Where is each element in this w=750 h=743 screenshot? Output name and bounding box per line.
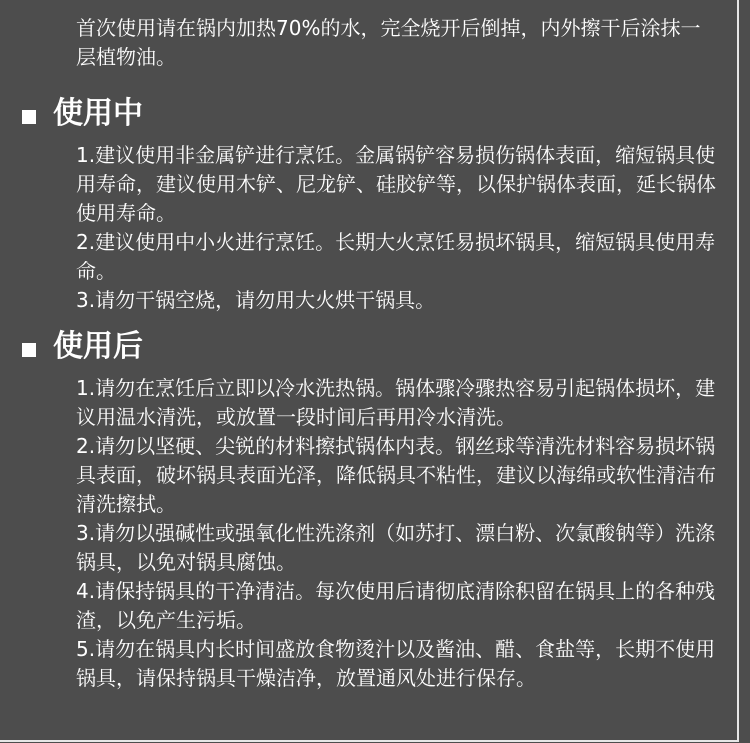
section-heading-during-use <box>22 96 143 132</box>
square-bullet-icon <box>22 110 36 124</box>
list-item: 3.请勿干锅空烧，请勿用大火烘干锅具。 <box>76 288 436 312</box>
square-bullet-icon <box>22 343 36 357</box>
list-item: 5.请勿在锅具内长时间盛放食物烫汁以及酱油、醋、食盐等，长期不使用锅具，请保持锅具干燥洁净，放置通风处进行保存。 <box>76 637 716 690</box>
list-item: 3.请勿以强碱性或强氧化性洗涤剂（如苏打、漂白粉、次氯酸钠等）洗涤锅具，以免对锅具腐蚀。 <box>76 521 716 574</box>
list-item: 2.建议使用中小火进行烹饪。长期大火烹饪易损坏锅具，缩短锅具使用寿命。 <box>76 230 716 283</box>
intro-paragraph: 首次使用请在锅内加热70%的水，完全烧开后倒掉，内外擦干后涂抹一层植物油。 <box>76 16 701 69</box>
after-use-list <box>76 374 726 693</box>
list-item: 2.请勿以坚硬、尖锐的材料擦拭锅体内表。钢丝球等清洗材料容易损坏锅具表面，破坏锅具表面光泽，降低锅具不粘性，建议以海绵或软性清洁布清洗擦拭。 <box>76 434 716 516</box>
list-item: 1.建议使用非金属铲进行烹饪。金属锅铲容易损伤锅体表面，缩短锅具使用寿命，建议使用木铲、尼龙铲、硅胶铲等，以保护锅体表面，延长锅体使用寿命。 <box>76 143 716 225</box>
section-heading-after-use <box>22 329 143 365</box>
during-use-list <box>76 141 726 315</box>
section-title: 使用中 <box>53 96 143 131</box>
section-title: 使用后 <box>53 329 143 364</box>
list-item: 1.请勿在烹饪后立即以冷水洗热锅。锅体骤冷骤热容易引起锅体损坏，建议用温水清洗，或放置一段时间后再用冷水清洗。 <box>76 376 716 429</box>
list-item: 4.请保持锅具的干净清洁。每次使用后请彻底清除积留在锅具上的各种残渣，以免产生污垢。 <box>76 579 716 632</box>
